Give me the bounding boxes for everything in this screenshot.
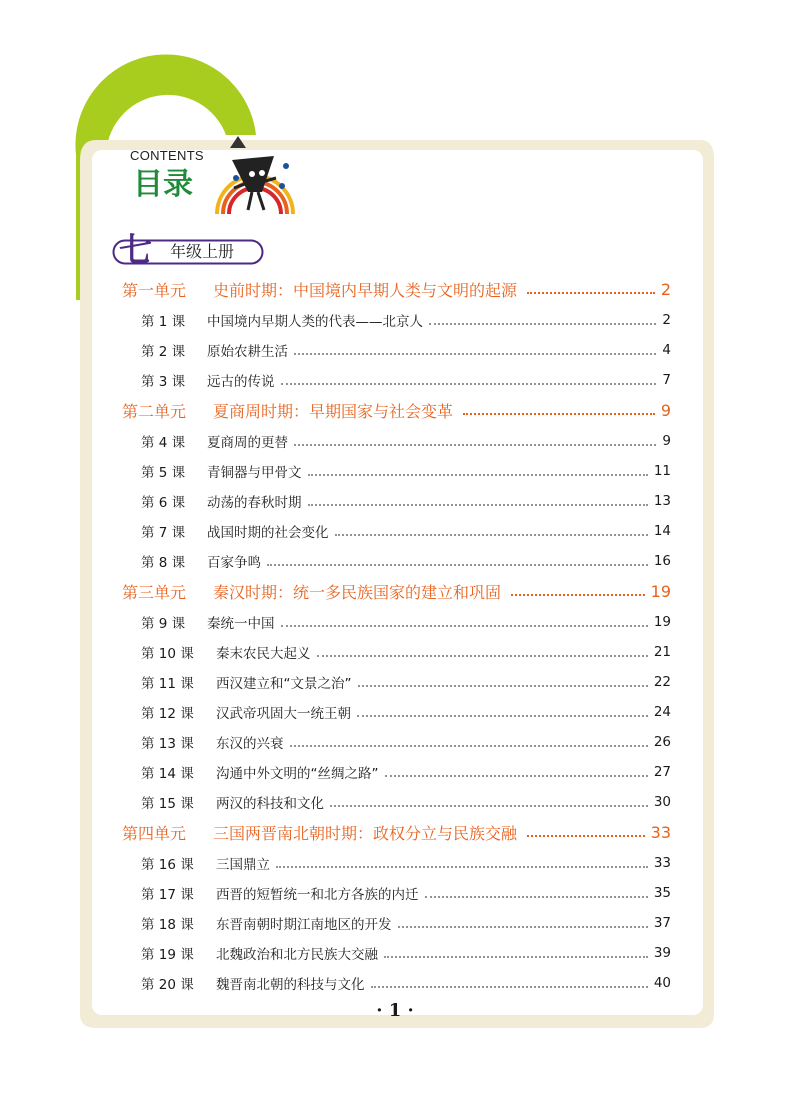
lesson-page: 16 xyxy=(653,553,671,569)
lesson-title: 汉武帝巩固大一统王朝 xyxy=(216,706,351,722)
toc-lesson-15[interactable] xyxy=(141,791,671,813)
lesson-page: 40 xyxy=(653,975,671,991)
toc-unit-2[interactable] xyxy=(122,399,671,421)
unit-number: 第二单元 xyxy=(122,401,187,421)
leader-dots xyxy=(358,685,648,687)
lesson-page: 26 xyxy=(653,734,671,750)
toc-lesson-3[interactable] xyxy=(141,369,671,391)
unit-page: 2 xyxy=(660,279,671,299)
leader-dots xyxy=(335,534,648,536)
leader-dots xyxy=(294,353,656,355)
leader-dots xyxy=(294,444,656,446)
contents-heading-en: CONTENTS xyxy=(130,148,204,163)
lesson-number: 第 10 课 xyxy=(141,646,194,662)
unit-page: 9 xyxy=(660,400,671,420)
unit-page: 33 xyxy=(650,822,671,842)
unit-title: 三国两晋南北朝时期：政权分立与民族交融 xyxy=(213,823,518,843)
unit-title: 秦汉时期：统一多民族国家的建立和巩固 xyxy=(213,582,502,602)
leader-dots xyxy=(425,896,648,898)
lesson-page: 39 xyxy=(653,945,671,961)
toc-lesson-8[interactable] xyxy=(141,550,671,572)
lesson-title: 远古的传说 xyxy=(207,374,275,390)
lesson-page: 13 xyxy=(653,493,671,509)
unit-page: 19 xyxy=(650,581,671,601)
leader-dots xyxy=(384,956,648,958)
leader-dots xyxy=(527,835,645,837)
unit-number: 第一单元 xyxy=(122,280,187,300)
contents-heading-zh: 目录 xyxy=(133,167,193,202)
unit-number: 第四单元 xyxy=(122,823,187,843)
lesson-number: 第 14 课 xyxy=(141,766,194,782)
leader-dots xyxy=(308,474,648,476)
lesson-number: 第 4 课 xyxy=(141,435,186,451)
grade-label: 年级上册 xyxy=(170,242,235,261)
lesson-title: 中国境内早期人类的代表——北京人 xyxy=(207,314,423,330)
lesson-title: 秦末农民大起义 xyxy=(216,646,311,662)
leader-dots xyxy=(511,594,645,596)
lesson-title: 秦统一中国 xyxy=(207,616,275,632)
lesson-number: 第 5 课 xyxy=(141,465,186,481)
lesson-page: 21 xyxy=(653,644,671,660)
lesson-page: 2 xyxy=(662,312,671,328)
lesson-number: 第 16 课 xyxy=(141,857,194,873)
lesson-title: 魏晋南北朝的科技与文化 xyxy=(216,977,365,993)
toc-lesson-9[interactable] xyxy=(141,611,671,633)
toc-lesson-7[interactable] xyxy=(141,520,671,542)
leader-dots xyxy=(371,986,648,988)
lesson-page: 27 xyxy=(653,764,671,780)
leader-dots xyxy=(357,715,648,717)
leader-dots xyxy=(330,805,648,807)
toc-unit-3[interactable] xyxy=(122,580,671,602)
lesson-number: 第 11 课 xyxy=(141,676,194,692)
toc-lesson-12[interactable] xyxy=(141,701,671,723)
toc-lesson-13[interactable] xyxy=(141,731,671,753)
lesson-page: 30 xyxy=(653,794,671,810)
leader-dots xyxy=(463,413,655,415)
lesson-number: 第 15 课 xyxy=(141,796,194,812)
lesson-number: 第 18 课 xyxy=(141,917,194,933)
lesson-title: 原始农耕生活 xyxy=(207,344,288,360)
toc-lesson-18[interactable] xyxy=(141,912,671,934)
lesson-number: 第 6 课 xyxy=(141,495,186,511)
lesson-title: 东汉的兴衰 xyxy=(216,736,284,752)
toc-lesson-17[interactable] xyxy=(141,882,671,904)
page-number: · 1 · xyxy=(376,1000,414,1021)
lesson-number: 第 12 课 xyxy=(141,706,194,722)
toc-lesson-4[interactable] xyxy=(141,430,671,452)
lesson-number: 第 13 课 xyxy=(141,736,194,752)
grade-number: 七 xyxy=(119,230,152,269)
toc-lesson-19[interactable] xyxy=(141,942,671,964)
lesson-number: 第 7 课 xyxy=(141,525,186,541)
toc-lesson-6[interactable] xyxy=(141,490,671,512)
lesson-title: 三国鼎立 xyxy=(216,857,270,873)
leader-dots xyxy=(281,625,648,627)
lesson-page: 24 xyxy=(653,704,671,720)
lesson-title: 夏商周的更替 xyxy=(207,435,288,451)
lesson-title: 青铜器与甲骨文 xyxy=(207,465,302,481)
lesson-title: 百家争鸣 xyxy=(207,555,261,571)
lesson-title: 两汉的科技和文化 xyxy=(216,796,324,812)
lesson-page: 22 xyxy=(653,674,671,690)
lesson-title: 沟通中外文明的“丝绸之路” xyxy=(216,766,379,782)
toc-lesson-20[interactable] xyxy=(141,972,671,994)
lesson-title: 东晋南朝时期江南地区的开发 xyxy=(216,917,392,933)
unit-number: 第三单元 xyxy=(122,582,187,602)
lesson-page: 4 xyxy=(662,342,671,358)
lesson-page: 7 xyxy=(662,372,671,388)
leader-dots xyxy=(385,775,648,777)
lesson-number: 第 1 课 xyxy=(141,314,186,330)
leader-dots xyxy=(398,926,648,928)
toc-unit-1[interactable] xyxy=(122,278,671,300)
lesson-title: 西晋的短暂统一和北方各族的内迁 xyxy=(216,887,419,903)
leader-dots xyxy=(290,745,648,747)
toc-unit-4[interactable] xyxy=(122,821,671,843)
toc-lesson-14[interactable] xyxy=(141,761,671,783)
lesson-title: 北魏政治和北方民族大交融 xyxy=(216,947,378,963)
lesson-page: 14 xyxy=(653,523,671,539)
lesson-page: 33 xyxy=(653,855,671,871)
lesson-title: 战国时期的社会变化 xyxy=(207,525,329,541)
unit-title: 史前时期：中国境内早期人类与文明的起源 xyxy=(213,280,518,300)
toc-lesson-11[interactable] xyxy=(141,671,671,693)
leader-dots xyxy=(527,292,655,294)
lesson-number: 第 17 课 xyxy=(141,887,194,903)
leader-dots xyxy=(429,323,656,325)
leader-dots xyxy=(276,866,648,868)
lesson-title: 动荡的春秋时期 xyxy=(207,495,302,511)
lesson-page: 37 xyxy=(653,915,671,931)
lesson-number: 第 2 课 xyxy=(141,344,186,360)
leader-dots xyxy=(281,383,657,385)
lesson-page: 19 xyxy=(653,614,671,630)
leader-dots xyxy=(308,504,648,506)
lesson-title: 西汉建立和“文景之治” xyxy=(216,676,352,692)
leader-dots xyxy=(267,564,648,566)
lesson-number: 第 9 课 xyxy=(141,616,186,632)
leader-dots xyxy=(317,655,648,657)
toc-lesson-1[interactable] xyxy=(141,309,671,331)
lesson-number: 第 20 课 xyxy=(141,977,194,993)
toc-lesson-16[interactable] xyxy=(141,852,671,874)
mascot-illustration xyxy=(212,152,298,222)
unit-title: 夏商周时期：早期国家与社会变革 xyxy=(213,401,454,421)
lesson-page: 9 xyxy=(662,433,671,449)
toc-lesson-5[interactable] xyxy=(141,460,671,482)
lesson-page: 11 xyxy=(653,463,671,479)
lesson-number: 第 3 课 xyxy=(141,374,186,390)
toc-lesson-2[interactable] xyxy=(141,339,671,361)
toc-lesson-10[interactable] xyxy=(141,641,671,663)
lesson-number: 第 19 课 xyxy=(141,947,194,963)
lesson-number: 第 8 课 xyxy=(141,555,186,571)
lesson-page: 35 xyxy=(653,885,671,901)
